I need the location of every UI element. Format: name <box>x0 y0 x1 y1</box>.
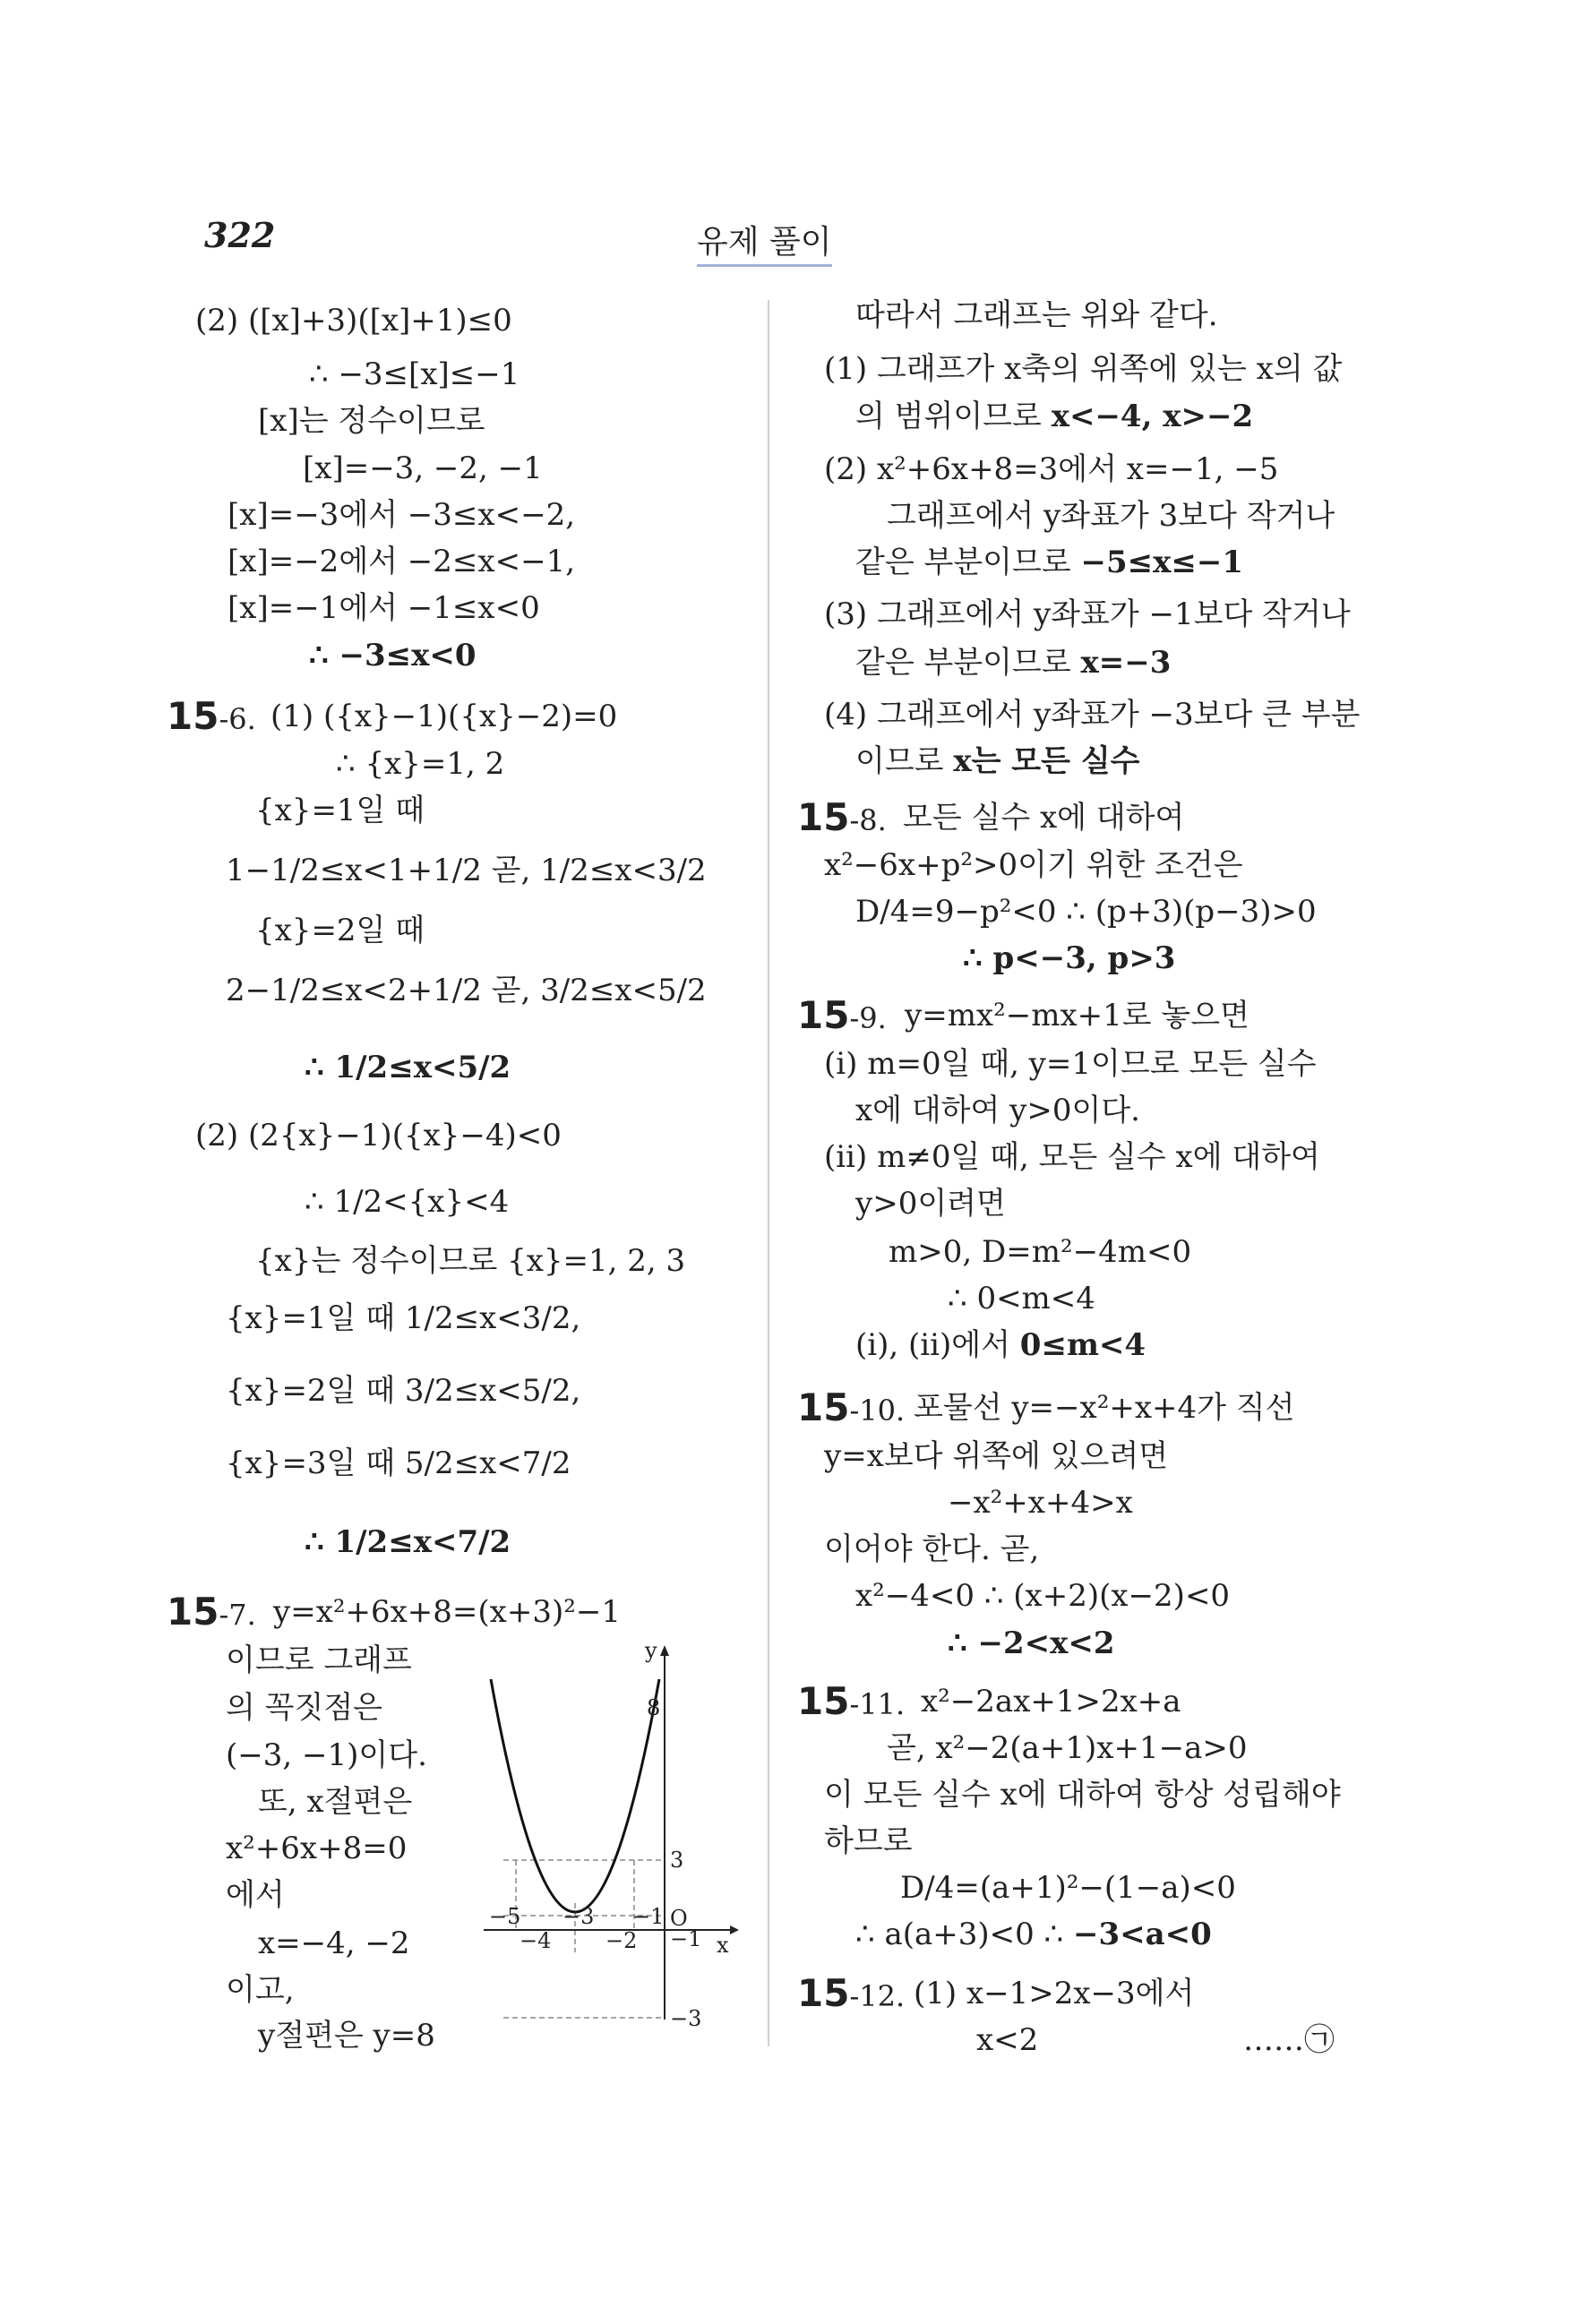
text-line: ∴ −3≤[x]≤−1 <box>309 356 520 392</box>
tick-label: −3 <box>670 2006 702 2031</box>
answer-line: ∴ −2<x<2 <box>948 1625 1115 1661</box>
text-line: m>0, D=m²−4m<0 <box>889 1234 1192 1270</box>
text-line: [x]=−2에서 −2≤x<−1, <box>228 544 576 579</box>
text-line: y절편은 y=8 <box>258 2018 435 2054</box>
text-line: 또, x절편은 <box>258 1784 413 1820</box>
text-line: 같은 부분이므로 −5≤x≤−1 <box>855 545 1244 580</box>
answer-line: ∴ p<−3, p>3 <box>963 940 1176 976</box>
text-line: y>0이려면 <box>855 1186 1006 1222</box>
parabola-curve <box>491 1679 659 1912</box>
text-line: (1) x−1>2x−3에서 <box>914 1976 1195 2011</box>
text-line: x=−4, −2 <box>258 1925 410 1961</box>
text-line: 이어야 한다. 곧, <box>824 1531 1040 1567</box>
text-line: x에 대하여 y>0이다. <box>855 1093 1140 1128</box>
tick-label: 3 <box>670 1848 684 1873</box>
answer-line: ∴ −3≤x<0 <box>309 638 477 673</box>
problem-number-15-10: 15-10. <box>797 1385 906 1429</box>
text-line: x²−6x+p²>0이기 위한 조건은 <box>824 847 1243 883</box>
text-line: 이고, <box>226 1972 295 2008</box>
text-line: 이므로 그래프 <box>226 1642 412 1678</box>
text-line: {x}=1일 때 <box>255 793 425 828</box>
text-line: [x]=−3, −2, −1 <box>303 450 543 486</box>
y-axis-label: y <box>645 1643 657 1663</box>
text-line: 의 꼭짓점은 <box>226 1690 383 1726</box>
text-line: (1) 그래프가 x축의 위쪽에 있는 x의 값 <box>824 351 1343 387</box>
text-line: y=mx²−mx+1로 놓으면 <box>905 998 1249 1033</box>
text-line: −x²+x+4>x <box>948 1485 1133 1521</box>
running-title: 유제 풀이 <box>697 217 832 267</box>
text-line: {x}=2일 때 <box>255 913 425 948</box>
text-line: ∴ {x}=1, 2 <box>336 746 505 782</box>
tick-label: −3 <box>562 1904 595 1929</box>
text-line: (2) x²+6x+8=3에서 x=−1, −5 <box>824 451 1279 487</box>
text-line: ∴ 1/2<{x}<4 <box>305 1184 510 1220</box>
text-line: [x]는 정수이므로 <box>258 403 485 439</box>
answer-line: ∴ 1/2≤x<7/2 <box>305 1524 511 1560</box>
text-line: 이 모든 실수 x에 대하여 항상 성립해야 <box>824 1777 1341 1813</box>
text-line: 곧, x²−2(a+1)x+1−a>0 <box>887 1730 1248 1766</box>
text-line: 같은 부분이므로 x=−3 <box>855 645 1172 681</box>
text-line: [x]=−1에서 −1≤x<0 <box>228 590 540 626</box>
text-line: 1−1/2≤x<1+1/2 곧, 1/2≤x<3/2 <box>226 853 707 888</box>
problem-number-15-7: 15-7. <box>167 1590 256 1634</box>
text-line: (4) 그래프에서 y좌표가 −3보다 큰 부분 <box>824 697 1361 733</box>
tick-label: −4 <box>520 1928 552 1953</box>
parabola-graph <box>484 1643 743 2037</box>
column-divider <box>768 300 769 2046</box>
text-line: ∴ a(a+3)<0 ∴ −3<a<0 <box>855 1917 1212 1952</box>
text-line: {x}=3일 때 5/2≤x<7/2 <box>226 1445 571 1481</box>
text-line: {x}=1일 때 1/2≤x<3/2, <box>226 1300 581 1336</box>
text-line: x²−4<0 ∴ (x+2)(x−2)<0 <box>855 1578 1231 1614</box>
text-line: 2−1/2≤x<2+1/2 곧, 3/2≤x<5/2 <box>226 973 707 1008</box>
text-line: D/4=9−p²<0 ∴ (p+3)(p−3)>0 <box>855 894 1317 930</box>
text-line: (−3, −1)이다. <box>226 1737 427 1773</box>
tick-label: −2 <box>605 1928 638 1953</box>
text-line: y=x²+6x+8=(x+3)²−1 <box>273 1594 621 1630</box>
text-line: ……㉠ <box>1243 2022 1335 2058</box>
text-line: 의 범위이므로 x<−4, x>−2 <box>855 399 1254 434</box>
text-line: D/4=(a+1)²−(1−a)<0 <box>900 1870 1236 1906</box>
text-line: (2) (2{x}−1)({x}−4)<0 <box>195 1118 562 1153</box>
answer-line: ∴ 1/2≤x<5/2 <box>305 1050 511 1085</box>
text-line: (3) 그래프에서 y좌표가 −1보다 작거나 <box>824 596 1351 632</box>
text-line: (ii) m≠0일 때, 모든 실수 x에 대하여 <box>824 1139 1320 1175</box>
text-line: {x}=2일 때 3/2≤x<5/2, <box>226 1373 581 1409</box>
page-number: 322 <box>204 215 276 255</box>
text-line: (i) m=0일 때, y=1이므로 모든 실수 <box>824 1046 1317 1082</box>
text-line: x²−2ax+1>2x+a <box>921 1684 1181 1719</box>
text-line: 에서 <box>226 1877 285 1913</box>
text-line: y=x보다 위쪽에 있으려면 <box>824 1438 1169 1474</box>
text-line: {x}는 정수이므로 {x}=1, 2, 3 <box>255 1243 686 1279</box>
x-axis-arrow <box>730 1925 739 1934</box>
y-axis-arrow <box>660 1645 669 1656</box>
text-line: 포물선 y=−x²+x+4가 직선 <box>914 1390 1295 1426</box>
problem-number-15-9: 15-9. <box>797 993 887 1037</box>
text-line: (2) ([x]+3)([x]+1)≤0 <box>195 303 512 339</box>
problem-number-15-12: 15-12. <box>797 1971 906 2015</box>
tick-label: 8 <box>647 1695 661 1720</box>
tick-label: −1 <box>632 1904 665 1929</box>
text-line: 모든 실수 x에 대하여 <box>903 800 1185 836</box>
text-line: 따라서 그래프는 위와 같다. <box>855 297 1218 333</box>
text-line: 하므로 <box>824 1823 913 1859</box>
problem-number-15-11: 15-11. <box>797 1679 906 1723</box>
x-axis-label: x <box>717 1933 729 1958</box>
tick-label: −5 <box>489 1904 521 1929</box>
text-line: (1) ({x}−1)({x}−2)=0 <box>270 699 618 734</box>
text-line: 이므로 x는 모든 실수 <box>855 743 1140 779</box>
text-line: [x]=−3에서 −3≤x<−2, <box>228 497 576 533</box>
problem-number-15-8: 15-8. <box>797 795 887 839</box>
problem-number-15-6: 15-6. <box>167 694 256 738</box>
origin-label: O <box>670 1906 688 1931</box>
text-line: x²+6x+8=0 <box>226 1831 408 1866</box>
text-line: x<2 <box>976 2022 1039 2058</box>
text-line: ∴ 0<m<4 <box>948 1281 1095 1316</box>
text-line: (i), (ii)에서 0≤m<4 <box>855 1327 1146 1363</box>
tick-label: −1 <box>670 1926 702 1951</box>
text-line: 그래프에서 y좌표가 3보다 작거나 <box>887 498 1335 534</box>
